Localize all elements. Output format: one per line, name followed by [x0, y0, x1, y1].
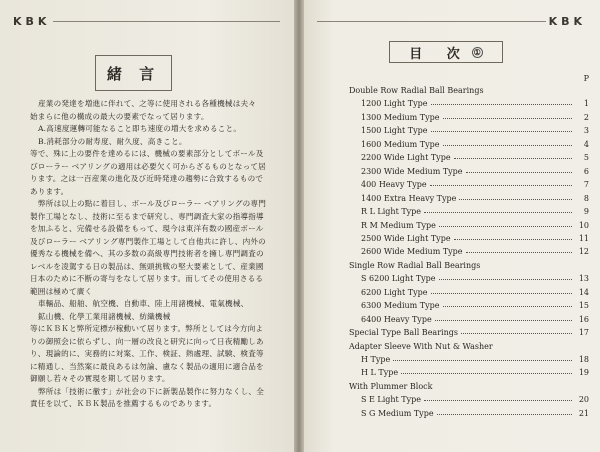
toc-entry-label: Special Type Ball Bearings: [349, 328, 458, 338]
toc-leader-dots: [454, 239, 572, 240]
toc-entry-label: R L Light Type: [361, 207, 422, 217]
toc-section-heading: [349, 339, 589, 351]
toc-page-number: 20: [578, 395, 589, 405]
toc-section-heading: [349, 258, 589, 270]
toc-entry-label: Adapter Sleeve With Nut & Washer: [349, 341, 493, 351]
toc-page-marker: ①: [473, 47, 481, 57]
preface-paragraph: 車輛品、船舶、航空機、自動車、陸上用諸機械、電氣機械、: [38, 299, 249, 308]
toc-entry: [349, 110, 589, 122]
preface-body: [30, 98, 270, 411]
toc-entry: [349, 96, 589, 108]
toc-section-heading: [349, 379, 589, 391]
toc-entry-label: With Plummer Block: [349, 381, 433, 391]
toc-page-number: 8: [583, 193, 589, 203]
toc-page-number: 16: [578, 314, 589, 324]
toc-entry: [349, 218, 589, 230]
preface-paragraph: B.消耗部分の耐寿度、耐久度、高きこと。: [38, 136, 187, 146]
toc-page-number: 17: [578, 328, 589, 338]
toc-leader-dots: [443, 306, 573, 307]
preface-paragraph: 等で、殊に上の要件を達めるには、機械の要素部分としてボール及びローラー ベアリングの適用は必要欠く可からざるものとなって居ります。之は一百産業の進化及び近時発達の趨勢に合致するものであります。: [30, 149, 266, 196]
header-rule: [317, 21, 546, 22]
right-header-banner: [317, 14, 589, 28]
toc-entry: [349, 123, 589, 135]
toc-entry-label: S E Light Type: [361, 395, 422, 405]
toc-entry: [349, 352, 589, 364]
toc-entry-label: 6400 Heavy Type: [361, 314, 432, 324]
toc-entry-label: 2600 Wide Medium Type: [361, 247, 463, 257]
toc-entry-label: H L Type: [361, 368, 399, 378]
toc-entry-label: 2200 Wide Light Type: [361, 153, 451, 163]
toc-entry-label: S 6200 Light Type: [361, 274, 436, 284]
toc-page-number: 5: [583, 153, 589, 163]
toc-entry: [349, 298, 589, 310]
toc-entry: [349, 365, 589, 377]
toc-entry-label: 2500 Wide Light Type: [361, 233, 451, 243]
toc-entry-label: 6300 Medium Type: [361, 301, 440, 311]
toc-entry: [349, 164, 589, 176]
toc-leader-dots: [466, 172, 572, 173]
toc-page-number: 19: [578, 368, 589, 378]
header-rule: [53, 21, 280, 22]
toc-leader-dots: [443, 118, 573, 119]
toc-entry-label: 1300 Medium Type: [361, 112, 440, 122]
toc-page-number: 9: [583, 207, 589, 217]
book-gutter: [294, 0, 304, 452]
left-page: [0, 0, 297, 452]
toc-entry: [349, 137, 589, 149]
preface-paragraph: 鉱山機、化學工業用諸機械、紡織機械: [38, 311, 171, 321]
preface-paragraph: 始まらに他の構成の最大の要素でなって居ります。: [30, 111, 209, 121]
toc-entry-label: 1400 Extra Heavy Type: [361, 193, 457, 203]
toc-entry: [349, 285, 589, 297]
toc-leader-dots: [461, 333, 572, 334]
toc-leader-dots: [443, 145, 573, 146]
toc-page-number: 6: [583, 166, 589, 176]
toc-leader-dots: [439, 226, 572, 227]
toc-page-number: 10: [578, 220, 589, 230]
preface-paragraph: A.高速度運轉可能なること即ち速度の増大を求めること。: [38, 124, 242, 133]
toc-page-number: 4: [583, 139, 589, 149]
toc-leader-dots: [393, 360, 572, 361]
toc-leader-dots: [435, 320, 572, 321]
toc-leader-dots: [424, 400, 572, 401]
preface-paragraph: 等にＫＢＫと弊所定標が稼動いて居ります。弊所としては今方向よりの御照会に依らずし、向一層の改良と研究に向って日夜精勵しあり、現論的に、実務的に対案、工作、検証、熱處理、試験、検査等に精通し、当然案に最良あるは勿論、慮なく製品の適用に適合品を御願し若々その實現を期して居ります。: [30, 324, 264, 383]
toc-page-number: 1: [583, 99, 589, 109]
toc-leader-dots: [431, 131, 572, 132]
toc-entry: [349, 191, 589, 203]
toc-entry: [349, 204, 589, 216]
toc-entry-label: 1200 Light Type: [361, 99, 428, 109]
toc-entry-label: S G Medium Type: [361, 408, 434, 418]
toc-entry: [349, 312, 589, 324]
toc-page-number: 21: [578, 408, 589, 418]
toc-leader-dots: [401, 373, 572, 374]
toc-entry-label: H Type: [361, 355, 391, 364]
toc-leader-dots: [430, 185, 572, 186]
toc-leader-dots: [459, 199, 572, 200]
preface-title: 緒 言: [95, 55, 172, 91]
toc-entry: [349, 392, 589, 404]
toc-title-text: 目 次: [409, 46, 470, 62]
toc-entry-label: 1600 Medium Type: [361, 139, 440, 149]
toc-entry: [349, 150, 589, 162]
toc-entry: [349, 325, 589, 337]
toc-entry-label: R M Medium Type: [361, 220, 436, 230]
preface-paragraph: 弊所は「技術に徹す」が社会の下に新製品製作に努力なくし、全責任を以て、ＫＢＫ製品を推薦するものであります。: [30, 386, 265, 408]
toc-entry-label: 400 Heavy Type: [361, 180, 427, 190]
preface-paragraph: 産業の発達を増進に伴れて、之等に使用される各種機械は夫々: [38, 99, 257, 108]
toc-entry-label: Single Row Radial Ball Bearings: [349, 260, 481, 270]
toc-page-number: 3: [583, 126, 589, 136]
toc-leader-dots: [454, 158, 572, 159]
toc-entry: [349, 244, 589, 256]
toc-page-number: 13: [578, 274, 589, 284]
preface-paragraph: 弊所は以上の點に着目し、ボール及びローラー ベアリングの専門製作工場となし、技術に至るまで研究し、専門調査大家の指導指導を加ふると、完備せる設備をもって、現今は東洋有数の國産ボール及びローラー ベアリング専門製作工場として自他共に許し、内外の優秀なる機械を備へ、其の多数の高級専門技術者を擁し専門調査のレベルを凌駕する日の製品は、無頭挑戦の堅大要素として、産業國日本のために不断の寄与をなして居ります。而してその使用さるる範囲は極めて廣く: [30, 199, 267, 296]
toc-entry: [349, 231, 589, 243]
toc-title: [389, 41, 503, 63]
toc-page-number: 14: [578, 287, 589, 297]
toc-entry-label: 6200 Light Type: [361, 287, 428, 297]
toc-leader-dots: [424, 212, 572, 213]
toc-page-number: 2: [583, 112, 589, 122]
toc-page-number: 11: [578, 233, 589, 243]
page-column-label: P: [583, 74, 589, 83]
toc-page-number: 18: [578, 355, 589, 364]
toc-leader-dots: [437, 414, 572, 415]
toc-entry-label: 1500 Light Type: [361, 126, 428, 136]
toc-leader-dots: [439, 279, 572, 280]
toc-leader-dots: [466, 252, 572, 253]
left-header-banner: [10, 14, 280, 28]
toc-section-heading: [349, 83, 589, 95]
toc-leader-dots: [431, 293, 572, 294]
kbk-logo: KBK: [548, 14, 586, 28]
toc-entry: [349, 271, 589, 283]
right-page: [297, 0, 600, 452]
toc-leader-dots: [431, 104, 572, 105]
toc-entry: [349, 406, 589, 418]
kbk-logo: KBK: [13, 14, 51, 28]
toc-page-number: 12: [578, 247, 589, 257]
toc-entry-label: 2300 Wide Medium Type: [361, 166, 463, 176]
toc-page-column-header: [349, 71, 589, 83]
toc-entry: [349, 177, 589, 189]
toc-page-number: 15: [578, 301, 589, 311]
toc-entry-label: Double Row Radial Ball Bearings: [349, 86, 484, 95]
toc-page-number: 7: [583, 180, 589, 190]
